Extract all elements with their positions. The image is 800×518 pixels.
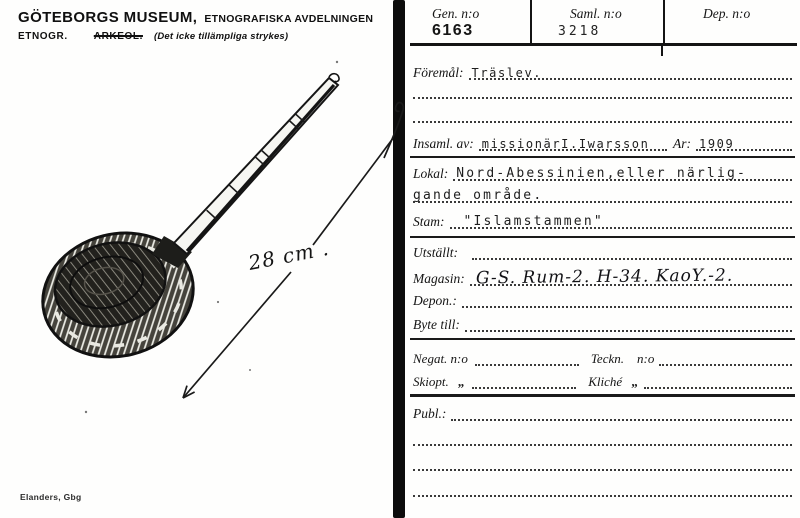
stam-label: Stam: — [413, 214, 445, 229]
byte-till-label: Byte till: — [413, 317, 460, 332]
section-divider-thick — [410, 394, 795, 397]
negat-label: Negat. n:o — [413, 351, 468, 366]
stam-value: "Islamstammen" — [463, 214, 604, 229]
magasin-label: Magasin: — [413, 271, 465, 286]
lokal-value-line1: Nord-Abessinien,eller närlig- — [456, 166, 748, 181]
measurement-label: 28 cm . — [246, 235, 332, 275]
museum-subtitle: ETNOGRAFISKA AVDELNINGEN — [204, 13, 374, 25]
saml-number-label: Saml. n:o — [570, 6, 622, 21]
gen-number-cell — [410, 0, 530, 43]
dept-arkeol-label-struck: ARKEOL. — [93, 31, 143, 42]
skiopt-ditto-mark: „ — [457, 374, 465, 389]
field-skiopt-kliche — [413, 369, 792, 389]
dept-etnogr-label: ETNOGR. — [18, 31, 68, 42]
field-lokal-continuation — [413, 183, 792, 203]
museum-header — [18, 9, 393, 42]
museum-title-line — [18, 9, 393, 26]
magasin-value-handwritten: G-S. Rum-2. H-34. KaoY.-2. — [475, 265, 734, 289]
header-separator-stub — [661, 46, 663, 56]
gen-number-value: 6163 — [432, 22, 474, 39]
ar-label: Ar: — [673, 136, 691, 151]
strike-instruction-note: (Det icke tillämpliga strykes) — [153, 31, 289, 42]
teckn-label: Teckn. — [590, 351, 624, 366]
blank-line — [413, 426, 792, 446]
field-depon — [413, 288, 792, 308]
blank-line — [413, 103, 792, 123]
section-divider — [410, 338, 795, 340]
field-stam — [413, 209, 792, 229]
blank-line — [413, 477, 792, 497]
teckn-no-label: n:o — [637, 351, 655, 366]
card-spine-bar — [393, 0, 405, 518]
depon-label: Depon.: — [413, 293, 457, 308]
saml-number-cell — [530, 0, 663, 43]
field-byte-till — [413, 312, 792, 332]
section-divider — [410, 156, 795, 158]
publ-label: Publ.: — [413, 406, 447, 421]
field-magasin — [413, 265, 792, 289]
insaml-value: missionärI.Iwarsson — [481, 137, 650, 151]
ladle-sketch — [0, 40, 400, 460]
field-foremal — [413, 60, 792, 80]
lokal-value-line2: gande område. — [413, 188, 544, 203]
field-publ — [413, 401, 792, 421]
gen-number-label: Gen. n:o — [432, 6, 480, 21]
kliche-label: Kliché — [588, 374, 623, 389]
blank-line — [413, 79, 792, 99]
dep-number-label: Dep. n:o — [703, 6, 751, 21]
printer-mark: Elanders, Gbg — [20, 492, 82, 502]
foremal-label: Föremål: — [413, 65, 464, 80]
dep-number-cell — [663, 0, 797, 43]
museum-title: GÖTEBORGS MUSEUM, — [18, 9, 198, 26]
kliche-ditto-mark: „ — [631, 374, 638, 389]
field-insaml — [413, 131, 792, 151]
saml-number-value: 3218 — [558, 24, 602, 39]
blank-line — [413, 451, 792, 471]
lokal-label: Lokal: — [413, 166, 449, 181]
foremal-value: Träslev. — [471, 66, 543, 80]
skiopt-label: Skiopt. — [413, 374, 449, 389]
field-negat-teckn — [413, 346, 792, 366]
ar-value: 1909 — [699, 137, 735, 151]
insaml-label: Insaml. av: — [413, 136, 474, 151]
card-number-header — [410, 0, 797, 46]
utstallt-label: Utställt: — [413, 245, 459, 260]
field-utstallt — [413, 240, 792, 260]
section-divider — [410, 236, 795, 238]
field-lokal — [413, 161, 792, 181]
